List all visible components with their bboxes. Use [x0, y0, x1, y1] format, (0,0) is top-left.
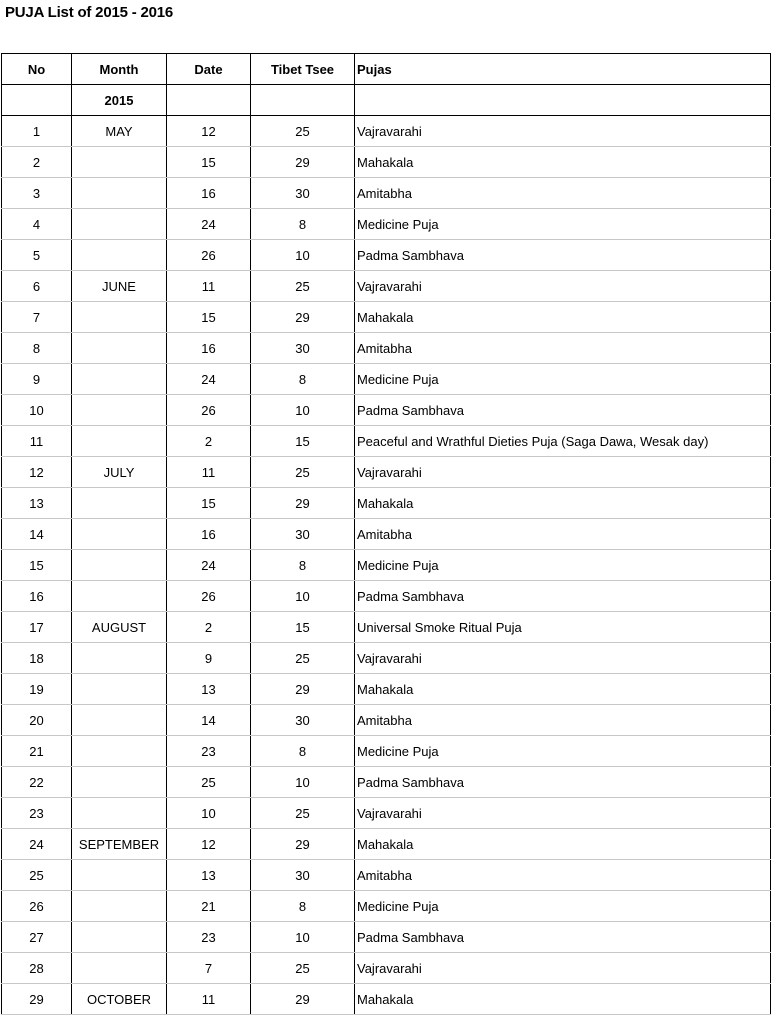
cell-month [72, 209, 167, 240]
cell-no: 2 [2, 147, 72, 178]
cell-month [72, 736, 167, 767]
cell-no: 18 [2, 643, 72, 674]
cell-month [72, 178, 167, 209]
puja-table [1, 53, 771, 1015]
cell-no: 19 [2, 674, 72, 705]
table-row [2, 333, 771, 364]
cell-tibet-tsee: 29 [251, 147, 355, 178]
cell-date: 24 [167, 364, 251, 395]
cell-puja: Medicine Puja [355, 736, 771, 767]
cell-date: 23 [167, 922, 251, 953]
cell-date: 26 [167, 581, 251, 612]
cell-puja: Vajravarahi [355, 271, 771, 302]
year-row-date [167, 85, 251, 116]
cell-tibet-tsee: 29 [251, 488, 355, 519]
cell-date: 12 [167, 116, 251, 147]
cell-month [72, 953, 167, 984]
cell-puja: Medicine Puja [355, 891, 771, 922]
table-row [2, 178, 771, 209]
cell-no: 17 [2, 612, 72, 643]
cell-puja: Amitabha [355, 705, 771, 736]
table-row [2, 798, 771, 829]
table-row [2, 953, 771, 984]
header-date: Date [167, 54, 251, 85]
cell-puja: Mahakala [355, 829, 771, 860]
cell-month [72, 550, 167, 581]
cell-puja: Amitabha [355, 333, 771, 364]
cell-tibet-tsee: 30 [251, 860, 355, 891]
cell-no: 26 [2, 891, 72, 922]
cell-puja: Medicine Puja [355, 550, 771, 581]
cell-puja: Mahakala [355, 674, 771, 705]
cell-puja: Medicine Puja [355, 364, 771, 395]
cell-puja: Vajravarahi [355, 643, 771, 674]
cell-date: 16 [167, 519, 251, 550]
cell-month [72, 922, 167, 953]
cell-tibet-tsee: 29 [251, 984, 355, 1015]
table-row [2, 488, 771, 519]
cell-month: JUNE [72, 271, 167, 302]
cell-no: 10 [2, 395, 72, 426]
cell-month [72, 860, 167, 891]
year-label: 2015 [72, 85, 167, 116]
table-row [2, 240, 771, 271]
cell-no: 28 [2, 953, 72, 984]
table-row [2, 581, 771, 612]
table-row [2, 550, 771, 581]
cell-no: 9 [2, 364, 72, 395]
cell-puja: Vajravarahi [355, 116, 771, 147]
table-row [2, 271, 771, 302]
table-row [2, 891, 771, 922]
cell-date: 2 [167, 426, 251, 457]
cell-puja: Mahakala [355, 302, 771, 333]
year-row-tibet-tsee [251, 85, 355, 116]
cell-puja: Padma Sambhava [355, 581, 771, 612]
cell-no: 13 [2, 488, 72, 519]
cell-tibet-tsee: 25 [251, 798, 355, 829]
cell-tibet-tsee: 30 [251, 178, 355, 209]
cell-date: 26 [167, 395, 251, 426]
cell-no: 4 [2, 209, 72, 240]
cell-month [72, 147, 167, 178]
cell-date: 10 [167, 798, 251, 829]
cell-date: 16 [167, 333, 251, 364]
cell-month [72, 891, 167, 922]
cell-tibet-tsee: 8 [251, 736, 355, 767]
cell-no: 15 [2, 550, 72, 581]
table-row [2, 922, 771, 953]
cell-puja: Vajravarahi [355, 457, 771, 488]
cell-date: 11 [167, 984, 251, 1015]
table-row [2, 147, 771, 178]
cell-date: 9 [167, 643, 251, 674]
table-row [2, 767, 771, 798]
cell-date: 24 [167, 550, 251, 581]
cell-month [72, 488, 167, 519]
cell-month [72, 643, 167, 674]
cell-puja: Padma Sambhava [355, 922, 771, 953]
cell-no: 11 [2, 426, 72, 457]
cell-puja: Padma Sambhava [355, 767, 771, 798]
table-row [2, 395, 771, 426]
page-title: PUJA List of 2015 - 2016 [5, 4, 174, 21]
cell-month: SEPTEMBER [72, 829, 167, 860]
cell-date: 23 [167, 736, 251, 767]
cell-month [72, 302, 167, 333]
cell-no: 12 [2, 457, 72, 488]
cell-date: 15 [167, 488, 251, 519]
header-month: Month [72, 54, 167, 85]
cell-month [72, 581, 167, 612]
cell-month [72, 767, 167, 798]
cell-date: 7 [167, 953, 251, 984]
table-row [2, 860, 771, 891]
cell-tibet-tsee: 25 [251, 271, 355, 302]
table-row [2, 612, 771, 643]
cell-date: 11 [167, 457, 251, 488]
cell-month [72, 426, 167, 457]
cell-month [72, 395, 167, 426]
cell-no: 7 [2, 302, 72, 333]
cell-puja: Mahakala [355, 488, 771, 519]
cell-month: MAY [72, 116, 167, 147]
cell-tibet-tsee: 15 [251, 426, 355, 457]
cell-tibet-tsee: 30 [251, 705, 355, 736]
table-row [2, 302, 771, 333]
cell-tibet-tsee: 8 [251, 209, 355, 240]
cell-tibet-tsee: 10 [251, 922, 355, 953]
cell-puja: Peaceful and Wrathful Dieties Puja (Saga Dawa, Wesak day) [355, 426, 771, 457]
cell-no: 16 [2, 581, 72, 612]
cell-date: 21 [167, 891, 251, 922]
cell-puja: Mahakala [355, 147, 771, 178]
cell-puja: Padma Sambhava [355, 240, 771, 271]
cell-no: 21 [2, 736, 72, 767]
cell-no: 27 [2, 922, 72, 953]
table-row [2, 457, 771, 488]
cell-month [72, 519, 167, 550]
cell-puja: Padma Sambhava [355, 395, 771, 426]
cell-month [72, 333, 167, 364]
cell-tibet-tsee: 8 [251, 550, 355, 581]
cell-no: 3 [2, 178, 72, 209]
cell-month: OCTOBER [72, 984, 167, 1015]
table-row [2, 519, 771, 550]
cell-date: 13 [167, 674, 251, 705]
cell-date: 15 [167, 147, 251, 178]
cell-tibet-tsee: 30 [251, 519, 355, 550]
cell-puja: Amitabha [355, 178, 771, 209]
cell-no: 1 [2, 116, 72, 147]
table-row [2, 736, 771, 767]
cell-month [72, 798, 167, 829]
cell-tibet-tsee: 10 [251, 767, 355, 798]
cell-month [72, 674, 167, 705]
cell-month [72, 364, 167, 395]
cell-tibet-tsee: 10 [251, 240, 355, 271]
cell-no: 6 [2, 271, 72, 302]
cell-tibet-tsee: 8 [251, 364, 355, 395]
cell-date: 16 [167, 178, 251, 209]
cell-no: 25 [2, 860, 72, 891]
cell-tibet-tsee: 29 [251, 302, 355, 333]
cell-puja: Vajravarahi [355, 953, 771, 984]
cell-puja: Amitabha [355, 860, 771, 891]
cell-puja: Amitabha [355, 519, 771, 550]
cell-month: AUGUST [72, 612, 167, 643]
year-row-no [2, 85, 72, 116]
cell-date: 15 [167, 302, 251, 333]
cell-date: 12 [167, 829, 251, 860]
cell-date: 14 [167, 705, 251, 736]
cell-month: JULY [72, 457, 167, 488]
cell-puja: Medicine Puja [355, 209, 771, 240]
cell-tibet-tsee: 29 [251, 829, 355, 860]
header-no: No [2, 54, 72, 85]
cell-no: 20 [2, 705, 72, 736]
cell-tibet-tsee: 25 [251, 116, 355, 147]
table-row [2, 116, 771, 147]
cell-puja: Mahakala [355, 984, 771, 1015]
cell-date: 26 [167, 240, 251, 271]
cell-no: 24 [2, 829, 72, 860]
table-row [2, 426, 771, 457]
cell-date: 2 [167, 612, 251, 643]
table-row [2, 643, 771, 674]
cell-date: 24 [167, 209, 251, 240]
header-pujas: Pujas [355, 54, 771, 85]
table-row [2, 364, 771, 395]
cell-tibet-tsee: 29 [251, 674, 355, 705]
cell-tibet-tsee: 10 [251, 395, 355, 426]
cell-no: 22 [2, 767, 72, 798]
cell-date: 25 [167, 767, 251, 798]
cell-puja: Vajravarahi [355, 798, 771, 829]
cell-tibet-tsee: 25 [251, 643, 355, 674]
header-row [2, 54, 771, 85]
cell-date: 11 [167, 271, 251, 302]
cell-no: 5 [2, 240, 72, 271]
cell-tibet-tsee: 25 [251, 457, 355, 488]
cell-no: 8 [2, 333, 72, 364]
cell-tibet-tsee: 10 [251, 581, 355, 612]
table-row [2, 984, 771, 1015]
year-row [2, 85, 771, 116]
table-row [2, 209, 771, 240]
cell-tibet-tsee: 30 [251, 333, 355, 364]
cell-puja: Universal Smoke Ritual Puja [355, 612, 771, 643]
cell-no: 29 [2, 984, 72, 1015]
table-row [2, 674, 771, 705]
table-row [2, 829, 771, 860]
cell-no: 14 [2, 519, 72, 550]
cell-no: 23 [2, 798, 72, 829]
cell-month [72, 705, 167, 736]
cell-tibet-tsee: 8 [251, 891, 355, 922]
cell-tibet-tsee: 25 [251, 953, 355, 984]
cell-month [72, 240, 167, 271]
table-row [2, 705, 771, 736]
cell-tibet-tsee: 15 [251, 612, 355, 643]
cell-date: 13 [167, 860, 251, 891]
year-row-pujas [355, 85, 771, 116]
header-tibet-tsee: Tibet Tsee [251, 54, 355, 85]
